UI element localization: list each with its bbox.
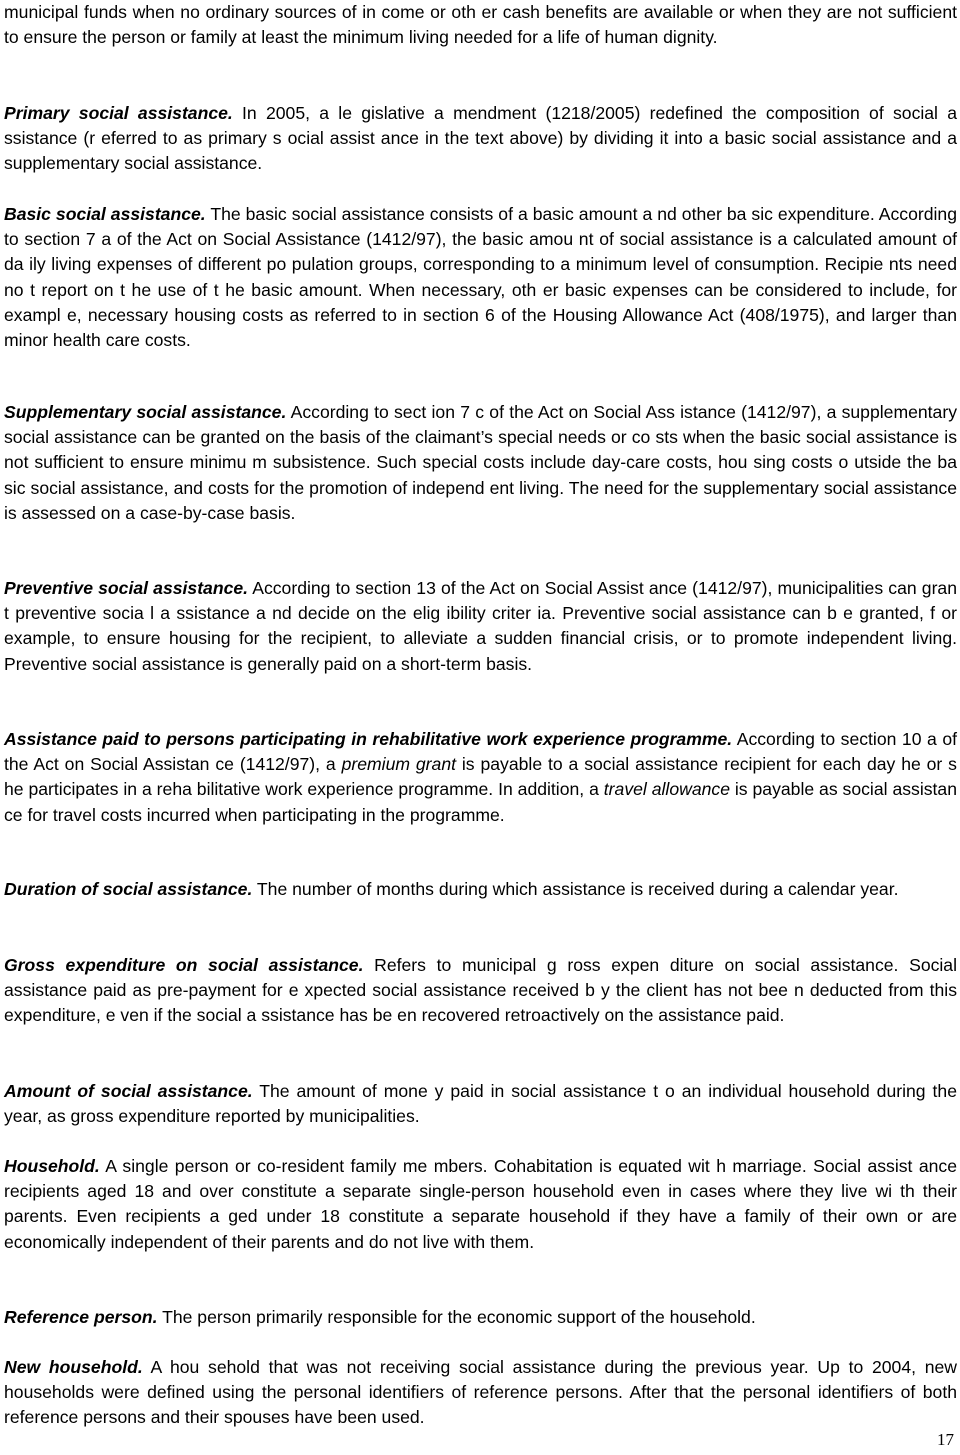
paragraph-text: In 2005, a le gislative a mendment (1218/2005) redefined the composition of social a ssistance (r eferred to as primary s ocial assist ance in the text above) by dividing it into a basic social assistance and a supplementary social assistance.: [4, 103, 958, 174]
term-heading: Supplementary social assistance.: [4, 402, 287, 422]
page-number: 17: [937, 1430, 954, 1449]
paragraph-text: A single person or co-resident family me mbers. Cohabitation is equated wit h marriage. Social assist ance recipients aged 18 and over constitute a separate single-person household even in cases where they live wi th their parents. Even recipients a ged under 18 constitute a separate household if they have a family of their own or are economically independent of their parents and do not live with them.: [4, 1156, 957, 1252]
term-heading: Assistance paid to persons participating in rehabilitative work experience programme.: [4, 729, 733, 749]
paragraph-new-household: [4, 1355, 957, 1431]
paragraph-reference-person: [4, 1305, 957, 1330]
paragraph-supplementary-social-assistance: [4, 400, 957, 526]
paragraph-text: is payable as social assistan ce for travel costs incurred when participating in the programme.: [4, 779, 957, 825]
paragraph-amount-of-social-assistance: [4, 1079, 957, 1129]
paragraph-text: Refers to municipal g ross expen diture on social assistance. Social assistance paid as pre-payment for e xpected social assistance received b y the client has not bee n deducted from this expenditure, e ven if the social a ssistance has be en recovered retroactively on the assistance paid.: [4, 955, 957, 1026]
paragraph-text: The person primarily responsible for the economic support of the household.: [157, 1307, 756, 1327]
paragraph-text: is payable to a social assistance recipient for each day he or s he participates in a reha bilitative work experience programme. In addition, a: [4, 754, 957, 800]
paragraph-duration-of-social-assistance: [4, 877, 957, 902]
term-heading: Preventive social assistance.: [4, 578, 249, 598]
paragraph-text: The amount of mone y paid in social assistance t o an individual household during the year, as gross expenditure reported by municipalities.: [4, 1081, 957, 1127]
term-heading: Reference person.: [4, 1307, 158, 1327]
term-heading: Gross expenditure on social assistance.: [4, 955, 364, 975]
paragraph-text: According to sect ion 7 c of the Act on Social Ass istance (1412/97), a supplementary social assistance can be granted on the basis of the claimant’s special needs or co sts when the basic social assistance is not sufficient to ensure minimu m subsistence. Such special costs include day-care costs, hou sing costs o utside the ba sic social assistance, and costs for the promotion of independ ent living. The need for the supplementary social assistance is assessed on a case-by-case basis.: [4, 402, 957, 523]
paragraph-text: The basic social assistance consists of a basic amount a nd other ba sic expenditure. According to section 7 a of the Act on Social Assistance (1412/97), the basic amou nt of social assistance is a calculated amount of da ily living expenses of different po pulation groups, corresponding to a minimum level of consumption. Recipie nts need no t report on t he use of t he basic amount. When necessary, oth er basic expenses can be considered to include, for exampl e, necessary housing costs as referred to in section 6 of the Housing Allowance Act (408/1975), and larger than minor health care costs.: [4, 204, 957, 351]
term-heading: Amount of social assistance.: [4, 1081, 253, 1101]
paragraph-text: The number of months during which assistance is received during a calendar year.: [252, 879, 899, 899]
paragraph-gross-expenditure: [4, 953, 957, 1029]
paragraph-preventive-social-assistance: [4, 576, 957, 677]
term-heading: Duration of social assistance.: [4, 879, 253, 899]
paragraph-text: According to section 10 a of the Act on Social Assistan ce (1412/97), a: [4, 729, 957, 775]
paragraph-primary-social-assistance: [4, 101, 957, 177]
paragraph-household: [4, 1154, 957, 1255]
paragraph-text: municipal funds when no ordinary sources of in come or oth er cash benefits are available or when they are not sufficient to ensure the person or family at least the minimum living needed for a life of human dignity.: [4, 2, 957, 48]
term-heading: Household.: [4, 1156, 100, 1176]
paragraph-rehabilitative-work-assistance: [4, 727, 957, 828]
paragraph-basic-social-assistance: [4, 202, 957, 353]
paragraph-continuation: [4, 0, 957, 50]
term-heading: Primary social assistance.: [4, 103, 233, 123]
term-heading: Basic social assistance.: [4, 204, 206, 224]
term-heading: New household.: [4, 1357, 143, 1377]
paragraph-text: A hou sehold that was not receiving social assistance during the previous year. Up to 2004, new households were defined using the personal identifiers of reference persons. After that the personal identifiers of both reference persons and their spouses have been used.: [4, 1357, 957, 1428]
premium-grant-term: premium grant: [341, 754, 456, 775]
paragraph-text: According to section 13 of the Act on Social Assist ance (1412/97), municipalities can gran t preventive socia l a ssistance a nd decide on the elig ibility criter ia. Preventive social assistance can b e granted, f or example, to ensure housing for the recipient, to alleviate a sudden financial crisis, or to promote independent living. Preventive social assistance is generally paid on a short-term basis.: [4, 578, 957, 674]
travel-allowance-term: travel allowance: [603, 779, 730, 800]
